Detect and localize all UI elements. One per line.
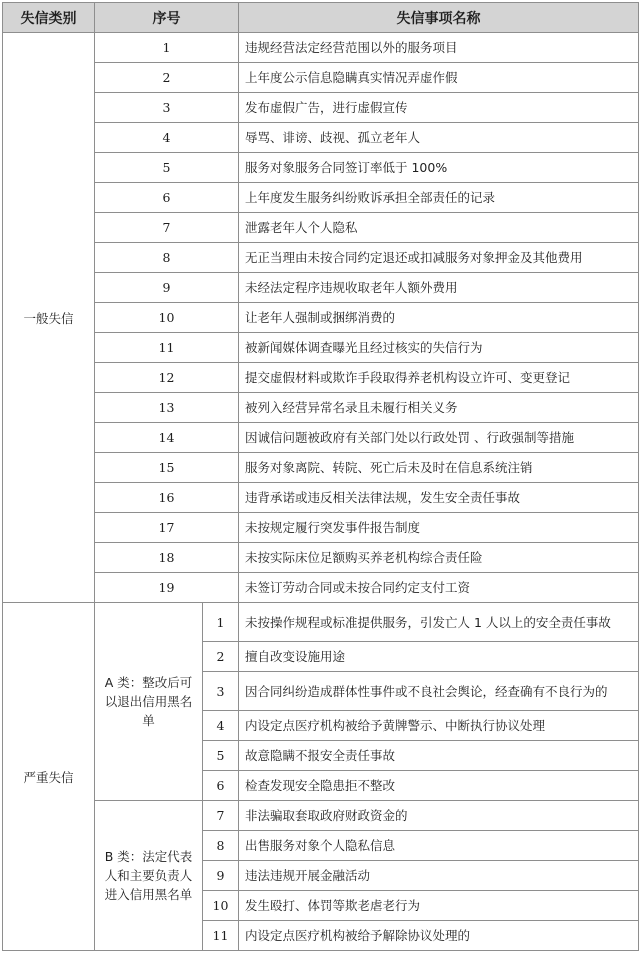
table-row <box>3 273 639 303</box>
table-row <box>3 483 639 513</box>
table-row <box>3 801 639 831</box>
table-header-row <box>3 3 639 33</box>
item-number: 2 <box>95 63 239 93</box>
item-number: 2 <box>203 642 239 672</box>
table-row <box>3 63 639 93</box>
item-number: 17 <box>95 513 239 543</box>
item-number: 10 <box>95 303 239 333</box>
item-number: 9 <box>95 273 239 303</box>
item-number: 7 <box>203 801 239 831</box>
item-name: 违规经营法定经营范围以外的服务项目 <box>239 33 639 63</box>
item-number: 6 <box>95 183 239 213</box>
item-name: 未经法定程序违规收取老年人额外费用 <box>239 273 639 303</box>
item-number: 4 <box>95 123 239 153</box>
item-number: 8 <box>203 831 239 861</box>
item-number: 4 <box>203 711 239 741</box>
item-number: 13 <box>95 393 239 423</box>
item-name: 未按实际床位足额购买养老机构综合责任险 <box>239 543 639 573</box>
table-body <box>3 33 639 951</box>
table-row <box>3 213 639 243</box>
item-name: 让老年人强制或捆绑消费的 <box>239 303 639 333</box>
item-number: 8 <box>95 243 239 273</box>
subcategory-a: A 类：整改后可以退出信用黑名单 <box>95 603 203 801</box>
table-row <box>3 603 639 642</box>
table-row <box>3 423 639 453</box>
header-number: 序号 <box>95 3 239 33</box>
item-name: 上年度发生服务纠纷败诉承担全部责任的记录 <box>239 183 639 213</box>
item-name: 因诚信问题被政府有关部门处以行政处罚 、行政强制等措施 <box>239 423 639 453</box>
item-number: 19 <box>95 573 239 603</box>
item-number: 7 <box>95 213 239 243</box>
item-number: 18 <box>95 543 239 573</box>
item-number: 1 <box>95 33 239 63</box>
item-number: 6 <box>203 771 239 801</box>
item-number: 11 <box>203 921 239 951</box>
credit-violation-table <box>2 2 639 951</box>
item-name: 无正当理由未按合同约定退还或扣减服务对象押金及其他费用 <box>239 243 639 273</box>
item-name: 提交虚假材料或欺诈手段取得养老机构设立许可、变更登记 <box>239 363 639 393</box>
table-row <box>3 393 639 423</box>
category-general: 一般失信 <box>3 33 95 603</box>
subcategory-b: B 类：法定代表人和主要负责人进入信用黑名单 <box>95 801 203 951</box>
item-number: 10 <box>203 891 239 921</box>
table-row <box>3 33 639 63</box>
item-name: 因合同纠纷造成群体性事件或不良社会舆论，经查确有不良行为的 <box>239 672 639 711</box>
item-number: 9 <box>203 861 239 891</box>
table-row <box>3 543 639 573</box>
header-item-name: 失信事项名称 <box>239 3 639 33</box>
item-number: 3 <box>95 93 239 123</box>
table-row <box>3 573 639 603</box>
table-row <box>3 153 639 183</box>
item-name: 故意隐瞒不报安全责任事故 <box>239 741 639 771</box>
item-number: 12 <box>95 363 239 393</box>
item-number: 14 <box>95 423 239 453</box>
item-name: 违背承诺或违反相关法律法规，发生安全责任事故 <box>239 483 639 513</box>
item-name: 非法骗取套取政府财政资金的 <box>239 801 639 831</box>
category-serious: 严重失信 <box>3 603 95 951</box>
table-row <box>3 183 639 213</box>
item-name: 服务对象离院、转院、死亡后未及时在信息系统注销 <box>239 453 639 483</box>
item-name: 发生殴打、体罚等欺老虐老行为 <box>239 891 639 921</box>
item-name: 服务对象服务合同签订率低于 100% <box>239 153 639 183</box>
item-name: 擅自改变设施用途 <box>239 642 639 672</box>
item-name: 被新闻媒体调查曝光且经过核实的失信行为 <box>239 333 639 363</box>
item-name: 被列入经营异常名录且未履行相关义务 <box>239 393 639 423</box>
item-name: 内设定点医疗机构被给予黄牌警示、中断执行协议处理 <box>239 711 639 741</box>
item-name: 未按操作规程或标准提供服务，引发亡人 1 人以上的安全责任事故 <box>239 603 639 642</box>
item-name: 违法违规开展金融活动 <box>239 861 639 891</box>
header-category: 失信类别 <box>3 3 95 33</box>
table-row <box>3 93 639 123</box>
table-row <box>3 363 639 393</box>
item-name: 泄露老年人个人隐私 <box>239 213 639 243</box>
item-number: 3 <box>203 672 239 711</box>
item-name: 上年度公示信息隐瞒真实情况弄虚作假 <box>239 63 639 93</box>
item-number: 5 <box>95 153 239 183</box>
item-number: 5 <box>203 741 239 771</box>
item-number: 15 <box>95 453 239 483</box>
item-number: 1 <box>203 603 239 642</box>
item-name: 未签订劳动合同或未按合同约定支付工资 <box>239 573 639 603</box>
item-name: 辱骂、诽谤、歧视、孤立老年人 <box>239 123 639 153</box>
table-row <box>3 453 639 483</box>
item-name: 检查发现安全隐患拒不整改 <box>239 771 639 801</box>
item-name: 发布虚假广告，进行虚假宣传 <box>239 93 639 123</box>
table-row <box>3 333 639 363</box>
table-row <box>3 123 639 153</box>
item-name: 出售服务对象个人隐私信息 <box>239 831 639 861</box>
table-row <box>3 513 639 543</box>
table-row <box>3 243 639 273</box>
item-name: 未按规定履行突发事件报告制度 <box>239 513 639 543</box>
item-number: 11 <box>95 333 239 363</box>
item-name: 内设定点医疗机构被给予解除协议处理的 <box>239 921 639 951</box>
table-row <box>3 303 639 333</box>
item-number: 16 <box>95 483 239 513</box>
